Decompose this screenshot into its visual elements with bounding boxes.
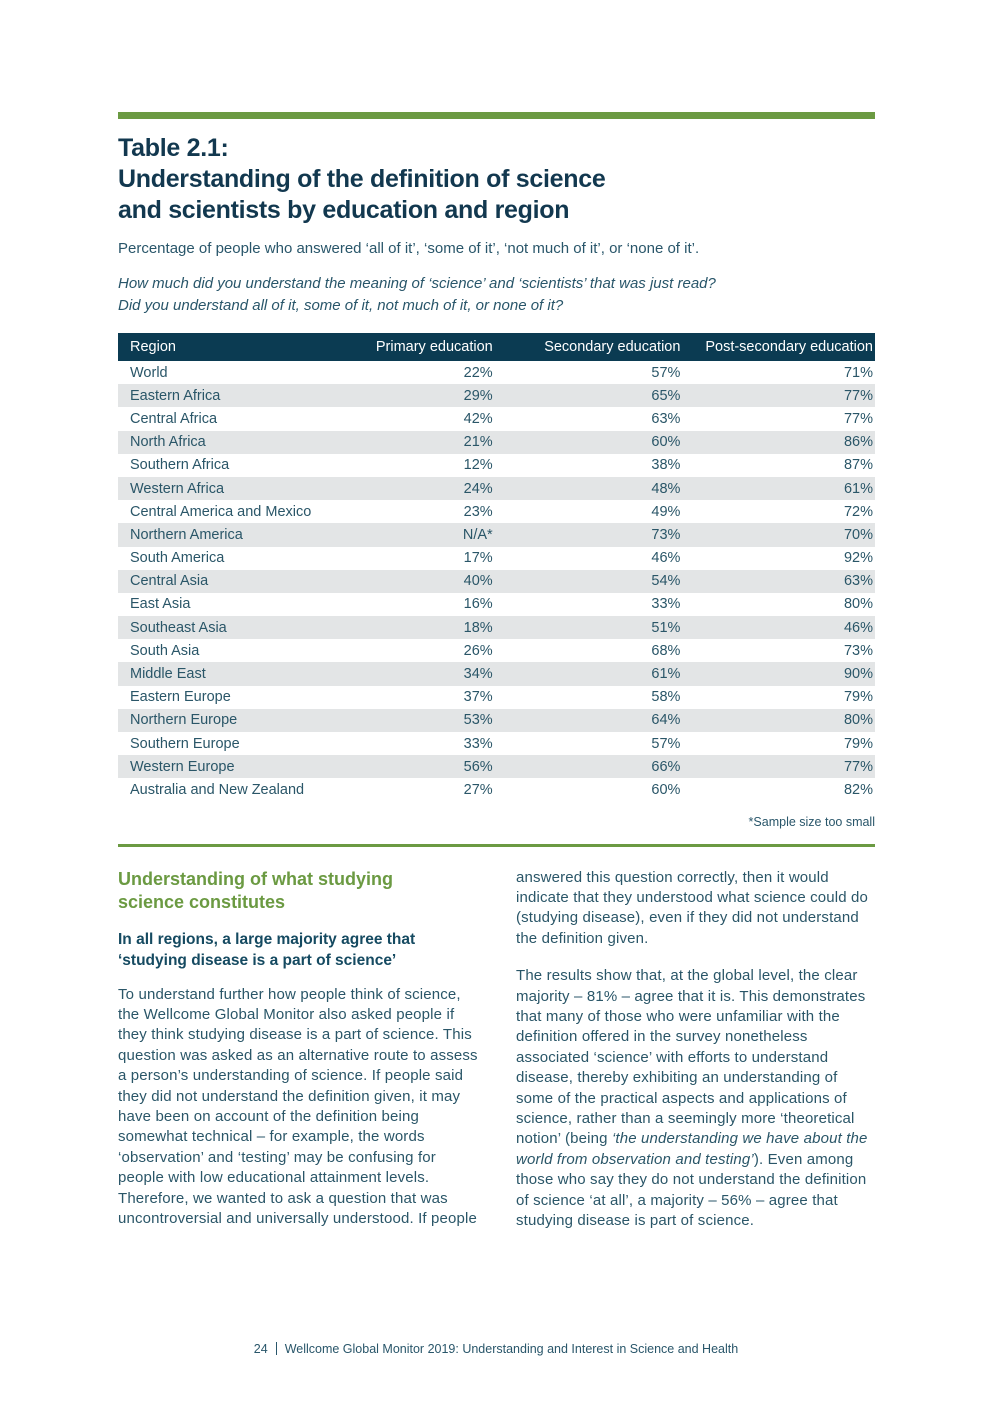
value-cell: 58% xyxy=(651,689,681,706)
value-cell: 37% xyxy=(463,689,493,706)
region-cell: Southeast Asia xyxy=(130,619,227,636)
section-heading-line-1: Understanding of what studying xyxy=(118,868,393,889)
paragraph-text-italic: ‘the understanding we have about the world from observation and testing’ xyxy=(516,1130,868,1168)
value-cell: 18% xyxy=(463,619,493,636)
value-cell: 71% xyxy=(843,364,873,381)
value-cell: 92% xyxy=(843,550,873,567)
value-cell: 73% xyxy=(843,642,873,659)
value-cell: 63% xyxy=(843,573,873,590)
table-row xyxy=(118,639,875,662)
value-cell: 53% xyxy=(463,712,493,729)
survey-question-line-2: Did you understand all of it, some of it, not much of it, or none of it? xyxy=(118,296,564,314)
value-cell: 16% xyxy=(463,596,493,613)
article-right-column xyxy=(516,868,875,1249)
table-body xyxy=(118,361,875,802)
value-cell: 56% xyxy=(463,758,493,775)
region-cell: World xyxy=(130,364,168,381)
table-row xyxy=(118,500,875,523)
table-row xyxy=(118,477,875,500)
table-row xyxy=(118,709,875,732)
value-cell: 79% xyxy=(843,735,873,752)
top-accent-bar xyxy=(118,112,875,119)
region-cell: Western Africa xyxy=(130,480,225,497)
value-cell: 66% xyxy=(651,758,681,775)
footer-separator xyxy=(276,1342,277,1355)
value-cell: 86% xyxy=(843,434,873,451)
value-cell: 22% xyxy=(463,364,493,381)
survey-question-line-1: How much did you understand the meaning of ‘science’ and ‘scientists’ that was just read? xyxy=(118,275,716,292)
value-cell: 77% xyxy=(843,387,873,404)
value-cell: 21% xyxy=(463,434,493,451)
region-cell: Northern America xyxy=(130,526,243,543)
body-paragraph-right-2 xyxy=(516,966,875,1231)
region-cell: Eastern Africa xyxy=(130,387,221,404)
value-cell: 60% xyxy=(651,434,681,451)
table-row xyxy=(118,454,875,477)
footer-text: Wellcome Global Monitor 2019: Understanding and Interest in Science and Health xyxy=(284,1342,739,1356)
table-row xyxy=(118,570,875,593)
value-cell: 54% xyxy=(651,573,681,590)
table-row xyxy=(118,732,875,755)
value-cell: 42% xyxy=(463,410,493,427)
paragraph-text-post: ). Even among those who say they do not understand the definition of science ‘at all’, a majority – 56% – agree that studying disease is part of science. xyxy=(516,1150,867,1230)
section-heading xyxy=(118,868,480,914)
value-cell: 24% xyxy=(463,480,493,497)
value-cell: N/A* xyxy=(462,526,493,543)
value-cell: 79% xyxy=(843,689,873,706)
region-cell: North Africa xyxy=(130,434,206,451)
value-cell: 26% xyxy=(463,642,493,659)
article-left-column xyxy=(118,868,480,1249)
value-cell: 73% xyxy=(651,526,681,543)
page-footer xyxy=(0,1342,992,1356)
value-cell: 38% xyxy=(651,457,681,474)
value-cell: 77% xyxy=(843,758,873,775)
region-cell: East Asia xyxy=(130,596,191,613)
region-cell: Northern Europe xyxy=(130,712,238,729)
table-row xyxy=(118,593,875,616)
table-row xyxy=(118,523,875,546)
region-cell: South Asia xyxy=(130,642,200,659)
table-row xyxy=(118,547,875,570)
value-cell: 34% xyxy=(463,666,493,683)
value-cell: 61% xyxy=(651,666,681,683)
article-columns xyxy=(118,868,875,1249)
table-header-row xyxy=(118,333,875,361)
value-cell: 68% xyxy=(651,642,681,659)
value-cell: 63% xyxy=(651,410,681,427)
page-title xyxy=(118,133,875,226)
table-header xyxy=(118,333,875,361)
article-subheading xyxy=(118,929,480,972)
page-number: 24 xyxy=(253,1342,268,1356)
value-cell: 23% xyxy=(463,503,493,520)
table-row xyxy=(118,686,875,709)
paragraph-text-pre: The results show that, at the global level, the clear majority – 81% – agree that it is. This demonstrates that many of those who were unfamiliar with the definition offered in the survey nonetheless associated ‘science’ with efforts to understand disease, thereby exhibiting an understanding of some of the practical aspects and applications of science, rather than a seemingly more ‘theoretical notion’ (being xyxy=(516,967,866,1148)
article-subheading-line-1: In all regions, a large majority agree that xyxy=(118,930,416,948)
article-subheading-line-2: ‘studying disease is a part of science’ xyxy=(118,952,397,970)
section-heading-line-2: science constitutes xyxy=(118,891,286,912)
title-line-1: Understanding of the definition of science xyxy=(118,165,606,193)
body-paragraph-left: To understand further how people think of science, the Wellcome Global Monitor also asked people if they think studying disease is a part of science. This question was asked as an alternative route to assess a person’s understanding of science. If people said they did not understand the definition given, it may have been on account of the definition being somewhat technical – for example, the words ‘observation’ and ‘testing’ may be confusing for people with low educational attainment levels. Therefore, we wanted to ask a question that was uncontroversial and universally understood. If people xyxy=(118,985,478,1228)
table-row xyxy=(118,755,875,778)
value-cell: 17% xyxy=(463,550,493,567)
value-cell: 80% xyxy=(843,596,873,613)
value-cell: 33% xyxy=(651,596,681,613)
region-cell: Southern Europe xyxy=(130,735,240,752)
value-cell: 72% xyxy=(843,503,873,520)
value-cell: 51% xyxy=(651,619,681,636)
value-cell: 65% xyxy=(651,387,681,404)
region-cell: Central Africa xyxy=(130,410,218,427)
region-cell: Central Asia xyxy=(130,573,209,590)
table-row xyxy=(118,778,875,801)
value-cell: 60% xyxy=(651,781,681,798)
survey-question xyxy=(118,273,875,316)
value-cell: 46% xyxy=(843,619,873,636)
region-cell: Australia and New Zealand xyxy=(130,781,305,798)
value-cell: 48% xyxy=(651,480,681,497)
value-cell: 90% xyxy=(843,666,873,683)
value-cell: 70% xyxy=(843,526,873,543)
value-cell: 87% xyxy=(843,457,873,474)
table-footnote: *Sample size too small xyxy=(748,814,875,829)
region-cell: Middle East xyxy=(130,666,206,683)
table-row xyxy=(118,407,875,430)
region-cell: South America xyxy=(130,550,225,567)
column-header-region: Region xyxy=(118,333,345,361)
value-cell: 80% xyxy=(843,712,873,729)
value-cell: 82% xyxy=(843,781,873,798)
table-row xyxy=(118,384,875,407)
table-row xyxy=(118,431,875,454)
value-cell: 57% xyxy=(651,735,681,752)
table-row xyxy=(118,662,875,685)
section-divider xyxy=(118,844,875,847)
title-line-2: and scientists by education and region xyxy=(118,196,570,224)
column-header-2: Secondary education xyxy=(493,333,681,361)
region-cell: Southern Africa xyxy=(130,457,230,474)
value-cell: 29% xyxy=(463,387,493,404)
table-subtitle: Percentage of people who answered ‘all of it’, ‘some of it’, ‘not much of it’, or ‘none of it’. xyxy=(118,240,700,257)
column-header-1: Primary education xyxy=(345,333,493,361)
value-cell: 49% xyxy=(651,503,681,520)
data-table xyxy=(118,333,875,802)
value-cell: 57% xyxy=(651,364,681,381)
region-cell: Eastern Europe xyxy=(130,689,231,706)
table-row xyxy=(118,616,875,639)
region-cell: Western Europe xyxy=(130,758,235,775)
table-label: Table 2.1: xyxy=(118,134,229,162)
value-cell: 40% xyxy=(463,573,493,590)
page-content xyxy=(118,0,875,1248)
value-cell: 64% xyxy=(651,712,681,729)
value-cell: 61% xyxy=(843,480,873,497)
table-row xyxy=(118,361,875,384)
value-cell: 27% xyxy=(463,781,493,798)
region-cell: Central America and Mexico xyxy=(130,503,312,520)
value-cell: 12% xyxy=(463,457,493,474)
column-header-3: Post-secondary education xyxy=(680,333,875,361)
value-cell: 33% xyxy=(463,735,493,752)
body-paragraph-right-1: answered this question correctly, then it would indicate that they understood what science could do (studying disease), even if they did not understand the definition given. xyxy=(516,868,869,947)
value-cell: 77% xyxy=(843,410,873,427)
value-cell: 46% xyxy=(651,550,681,567)
